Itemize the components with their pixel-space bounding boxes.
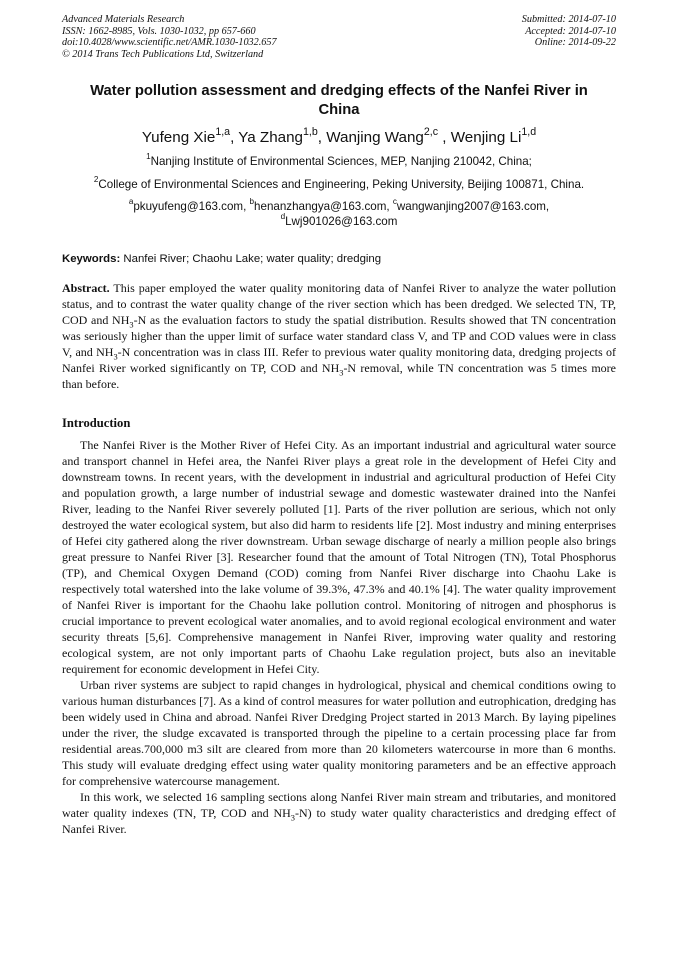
email-link[interactable]: wangwanjing2007@163.com, [396,200,550,213]
affiliation-2: $^2$College of Environmental Sciences and Engineering, Peking University, Beijing 100871, China. [93,175,585,191]
paragraph: The Nanfei River is the Mother River of Hefei City. As an important industrial and agricultural water source and transport channel in Hefei area, the Nanfei River plays a great role in the development of Hefei City and downstream towns. In recent years, with the development in industrial and agricultural production of Hefei City and population growth, a large number of industrial sewage and domestic wastewater drained into the Nanfei River, leading to the Nanfei River severely polluted [1]. Parts of the river pollution are serious, which not only destroyed the water ecological system, but also did harm to residents life [2]. Most industry and mining enterprises of Hefei city gathered along the river downstream. Urban sewage discharge of nearly a million people also brings great pressure to Nanfei River [3]. Researcher found that the amount of Total Nitrogen (TN), Total Phosphorus (TP), and Chemical Oxygen Demand (COD) coming from Nanfei River discharge into Chaohu Lake is respectively total watershed into the lake volume of 39.3%, 47.3% and 40.1% [4]. The water quality improvement of Nanfei River is important for the Chaohu lake pollution control. Monitoring of nitrogen and phosphorus is crucial importance to prevent ecological water anomalies, and to avoid regional ecological environment and water security threats [5,6]. Comprehensive management in Nanfei River, improving water quality and restoring ecological system, are not only important parts of Chaohu Lake regulation project, buts also an inevitable requirement for economic development in Hefei City. [62,438,616,676]
author: Wanjing Wang$^{2,c}$ , [326,125,451,146]
email-line-2: $^d$Lwj901026@163.com [280,211,398,228]
keywords-text: Nanfei River; Chaohu Lake; water quality; dredging [120,253,382,265]
abstract: Abstract. This paper employed the water quality monitoring data of Nanfei River to analyze the water pollution status, and to contrast the water quality change of the river section which has been dredged. We selected TN, TP, COD and $NH_3-N$ as the evaluation factors to study the spatial distribution. Results showed that TN concentration was seriously higher than the upper limit of surface water standard class V, and TP and COD values were in class V, and $NH_3-N$ concentration was in class III. Refer to previous water quality monitoring data, dredging projects of Nanfei River worked significantly on TP, COD and $NH_3-N$ removal, while TN concentration was 5 times more than before. [62,281,616,391]
abstract-label: Abstract. [62,281,110,295]
journal-name: Advanced Materials Research [62,14,185,25]
author: Yufeng Xie$^{1,a}$, [141,125,239,146]
paper-title [62,82,616,120]
accepted-date: Accepted: 2014-07-10 [525,25,616,37]
keywords-label: Keywords: [62,253,121,265]
paragraph: Urban river systems are subject to rapid changes in hydrological, physical and chemical conditions owing to various human disturbances [7]. As a kind of control measures for water pollution and eutrophication, dredging has been widely used in China and abroad. Nanfei River Dredging Project started in 2013 March. By laying pipelines under the river, the sludge excavated is transported through the pipeline to a certain processing place far from residential areas.700,000 m3 silt are cleared from more than 20 kilometers watercourse in more than 6 months. This study will evaluate dredging effect using water quality monitoring parameters and be an effective approach for comprehensive watercourse management. [62,678,616,788]
author: Wenjing Li$^{1,d}$ [450,125,537,146]
email-link[interactable]: henanzhangya@163.com, [254,200,393,213]
author: Ya Zhang$^{1,b}$, [238,125,327,146]
section-heading-introduction: Introduction [62,416,131,430]
online-date: Online: 2014-09-22 [534,37,616,49]
author-emails [62,197,616,229]
submitted-date: Submitted: 2014-07-10 [521,14,616,25]
publication-info [62,14,277,60]
issn-line: ISSN: 1662-8985, Vols. 1030-1032, pp 657-660 [62,25,256,37]
paragraph: In this work, we selected 16 sampling sections along Nanfei River main stream and tributaries, and monitored water quality indexes (TN, TP, COD and $NH_3-N$) to study water quality characteristics and dredging effect of Nanfei River. [62,790,616,836]
keywords [62,252,616,266]
title-line-2: China [318,102,360,118]
affiliation-1: $^1$Nanjing Institute of Environmental Sciences, MEP, Nanjing 210042, China; [146,152,532,168]
email-link[interactable]: pkuyufeng@163.com, [133,200,250,213]
author-list [62,125,616,148]
copyright-line: © 2014 Trans Tech Publications Ltd, Switzerland [62,48,264,60]
email-link[interactable]: Lwj901026@163.com [285,214,398,228]
email-line-1: $^a$pkuyufeng@163.com, $^b$henanzhangya@163.com, $^c$wangwanjing2007@163.com, [128,197,550,213]
title-line-1: Water pollution assessment and dredging effects of the Nanfei River in [90,83,588,99]
introduction-body [62,437,616,837]
publication-dates [522,14,616,49]
doi-line: doi:10.4028/www.scientific.net/AMR.1030-1032.657 [62,37,277,49]
